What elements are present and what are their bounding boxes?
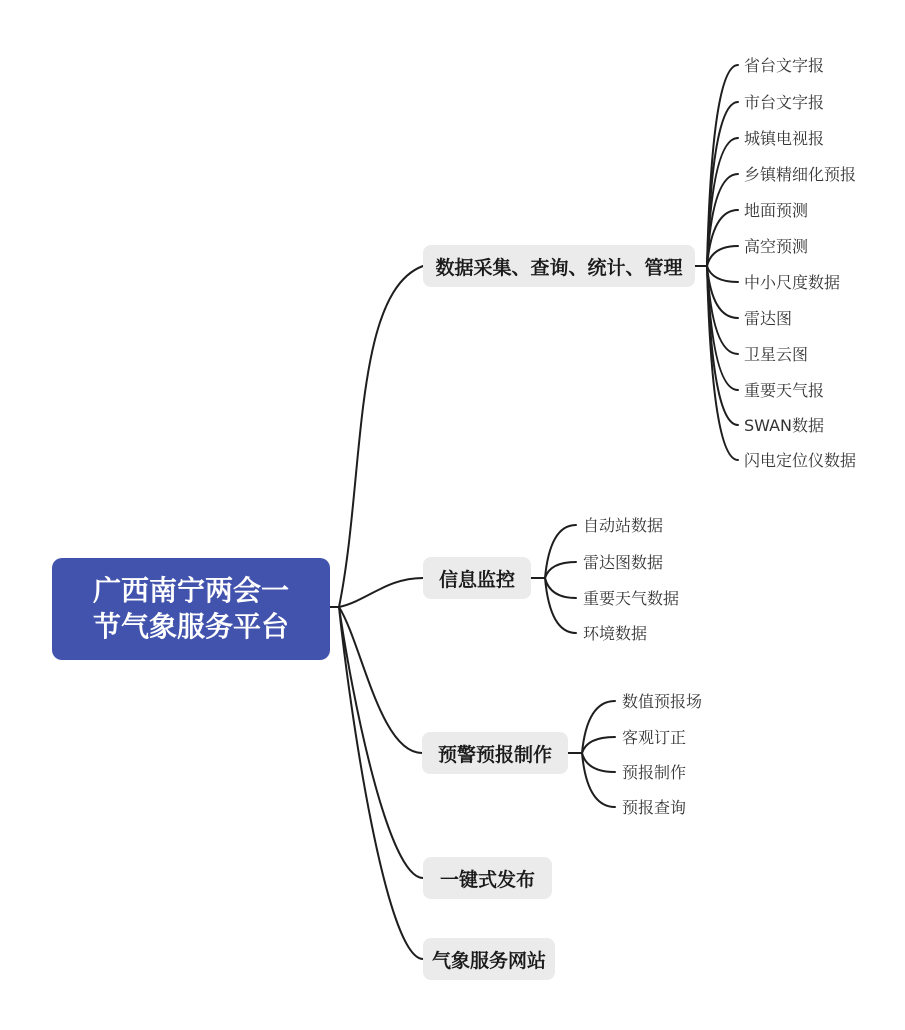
leaf-node[interactable]: 省台文字报 xyxy=(744,56,825,76)
branch1-connectors xyxy=(695,65,738,460)
branch-one-click-publish[interactable]: 一键式发布 xyxy=(423,857,552,899)
leaf-node[interactable]: 中小尺度数据 xyxy=(744,273,841,293)
leaf-node[interactable]: 闪电定位仪数据 xyxy=(744,451,857,471)
leaf-node[interactable]: 市台文字报 xyxy=(744,93,825,113)
leaf-node[interactable]: SWAN数据 xyxy=(744,416,825,436)
leaf-node[interactable]: 高空预测 xyxy=(744,237,809,257)
branch-data-collection-query[interactable]: 数据采集、查询、统计、管理 xyxy=(423,245,695,287)
leaf-node[interactable]: 重要天气报 xyxy=(744,381,825,401)
leaf-node[interactable]: 卫星云图 xyxy=(744,345,809,365)
root-connectors xyxy=(330,266,423,959)
leaf-node[interactable]: 预报查询 xyxy=(622,798,687,818)
branch-warning-forecast-production[interactable]: 预警预报制作 xyxy=(422,732,568,774)
leaf-node[interactable]: 环境数据 xyxy=(583,624,648,644)
leaf-node[interactable]: 城镇电视报 xyxy=(744,129,825,149)
root-node[interactable] xyxy=(52,558,330,660)
leaf-node[interactable]: 重要天气数据 xyxy=(583,589,680,609)
leaf-node[interactable]: 客观订正 xyxy=(622,728,687,748)
branch2-connectors xyxy=(531,525,576,633)
leaf-node[interactable]: 数值预报场 xyxy=(622,692,703,712)
leaf-node[interactable]: 雷达图数据 xyxy=(583,553,664,573)
leaf-node[interactable]: 乡镇精细化预报 xyxy=(744,165,857,185)
leaf-node[interactable]: 雷达图 xyxy=(744,309,793,329)
root-node-label-line2: 节气象服务平台 xyxy=(92,610,289,643)
leaf-node[interactable]: 预报制作 xyxy=(622,763,687,783)
branch-info-monitoring[interactable]: 信息监控 xyxy=(423,557,531,599)
root-node-label-line1: 广西南宁两会一 xyxy=(92,573,289,607)
leaf-node[interactable]: 自动站数据 xyxy=(583,516,664,536)
leaf-node[interactable]: 地面预测 xyxy=(744,201,809,221)
branch3-connectors xyxy=(568,701,615,807)
branch-weather-service-website[interactable]: 气象服务网站 xyxy=(423,938,555,980)
